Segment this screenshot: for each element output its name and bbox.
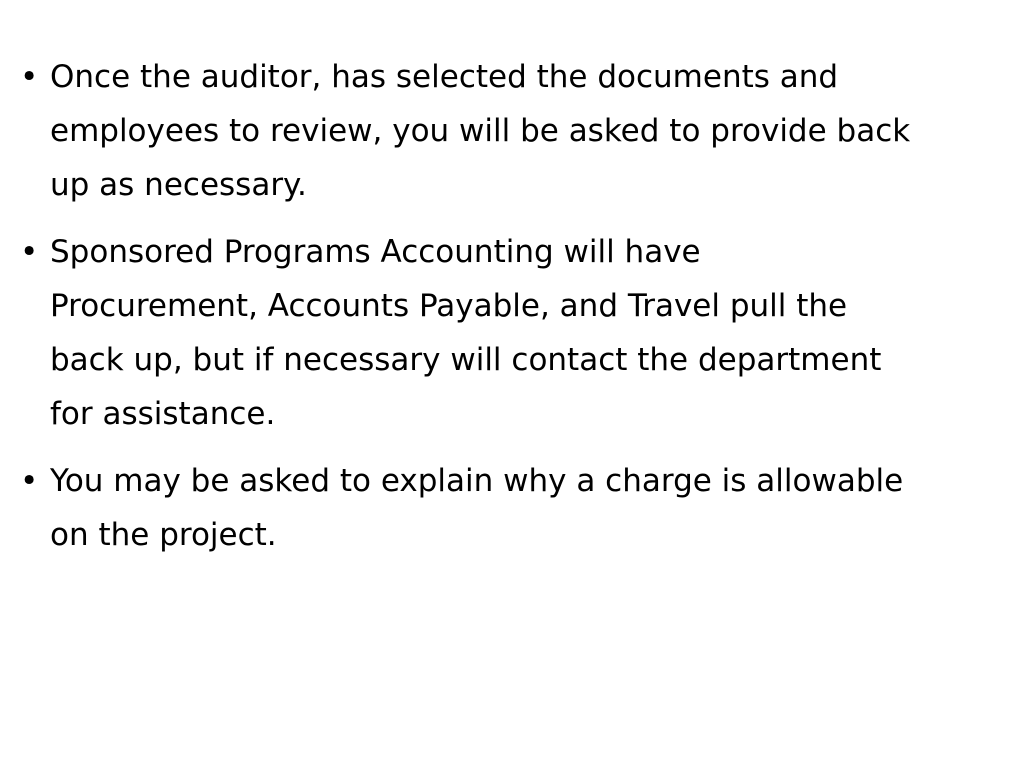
bullet-dot-icon: • — [20, 463, 39, 499]
bullet-text-1: Once the auditor, has selected the documents and employees to review, you will be asked to provide back up as necessary. — [50, 59, 911, 203]
bullet-text-2: Sponsored Programs Accounting will have Procurement, Accounts Payable, and Travel pull the back up, but if necessary will contact the department for assistance. — [50, 234, 882, 432]
bullet-dot-icon: • — [20, 59, 39, 95]
bullet-item-3 — [12, 454, 912, 562]
bullet-list — [12, 50, 912, 575]
bullet-item-2 — [12, 225, 912, 441]
bullet-dot-icon: • — [20, 234, 39, 270]
bullet-text-3: You may be asked to explain why a charge is allowable on the project. — [50, 463, 904, 553]
bullet-item-1 — [12, 50, 912, 212]
